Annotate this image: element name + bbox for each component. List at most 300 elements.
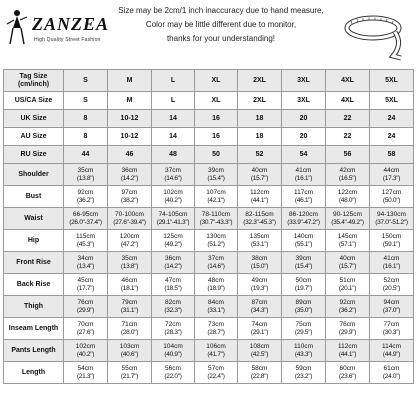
measurement-inch: (14.2") xyxy=(164,262,182,270)
measurement-cell xyxy=(152,296,195,318)
size-header-cell: 4XL xyxy=(326,70,370,92)
measurement-cell xyxy=(282,186,326,208)
table-row xyxy=(4,164,414,186)
measurement-cm: 38cm xyxy=(251,254,268,262)
measurement-cm: 112cm xyxy=(337,342,358,350)
size-value-cell: 14 xyxy=(152,128,195,146)
size-value-cell: 18 xyxy=(238,128,282,146)
measurement-cell xyxy=(64,318,108,340)
table-header-row xyxy=(4,70,414,92)
measurement-cm: 79cm xyxy=(121,298,138,306)
measurement-inch: (17.7") xyxy=(76,284,95,292)
measurement-cell xyxy=(238,274,282,296)
size-value-cell: 3XL xyxy=(282,92,326,110)
measurement-inch: (14.2") xyxy=(120,174,139,182)
measurement-cm: 44cm xyxy=(383,166,400,174)
measurement-inch: (46.1") xyxy=(294,196,313,204)
measurement-cm: 71cm xyxy=(121,320,138,328)
size-header-cell: L xyxy=(152,70,195,92)
size-value-cell: XL xyxy=(195,92,238,110)
measurement-cell xyxy=(238,186,282,208)
measurement-inch: (49.2") xyxy=(164,240,182,248)
measurement-inch: (27.6") xyxy=(76,328,95,336)
measurement-inch: (28.0") xyxy=(120,328,139,336)
measurement-cm: 112cm xyxy=(249,188,270,196)
measurement-cell xyxy=(195,164,238,186)
measurement-cell xyxy=(326,318,370,340)
measurement-cell xyxy=(238,296,282,318)
measurement-cell xyxy=(195,274,238,296)
measurement-inch: (50.0") xyxy=(382,196,401,204)
measurement-inch: (51.2") xyxy=(207,240,225,248)
measurement-cm: 90-125cm xyxy=(333,210,362,218)
measurement-cm: 84cm xyxy=(208,298,224,306)
measurement-cm: 56cm xyxy=(165,364,181,372)
row-label: Length xyxy=(4,362,64,384)
measurement-inch: (29.1") xyxy=(250,328,269,336)
measurement-cell xyxy=(108,296,152,318)
measurement-cell xyxy=(370,208,414,230)
measurement-cm: 135cm xyxy=(249,232,270,240)
size-value-cell: 5XL xyxy=(370,92,414,110)
measurement-inch: (15.7") xyxy=(250,174,269,182)
measurement-cell xyxy=(108,164,152,186)
size-value-cell: 10-12 xyxy=(108,128,152,146)
measurement-cell xyxy=(238,318,282,340)
measurement-inch: (33.9"-47.2") xyxy=(287,218,320,226)
size-value-cell: 20 xyxy=(282,128,326,146)
measurement-cm: 52cm xyxy=(383,276,400,284)
measurement-inch: (23.6") xyxy=(338,372,357,380)
measurement-inch: (53.1") xyxy=(250,240,269,248)
measurement-cm: 145cm xyxy=(337,232,358,240)
measurement-inch: (45.3") xyxy=(76,240,95,248)
measurement-inch: (18.9") xyxy=(207,284,225,292)
measurement-inch: (20.1") xyxy=(338,284,357,292)
measurement-cell xyxy=(238,340,282,362)
measurement-inch: (29.9") xyxy=(76,306,95,314)
measurement-inch: (44.1") xyxy=(338,350,357,358)
size-value-cell: L xyxy=(152,92,195,110)
measurement-cm: 86-120cm xyxy=(289,210,318,218)
measurement-cm: 76cm xyxy=(77,298,94,306)
measurement-cm: 122cm xyxy=(337,188,358,196)
measurement-inch: (36.2") xyxy=(76,196,95,204)
measuring-tape-icon xyxy=(335,4,413,62)
measurement-cm: 117cm xyxy=(293,188,314,196)
notice-line-1: Size may be 2cm/1 inch inaccuracy due to hand measure, xyxy=(118,6,324,15)
measurement-cell xyxy=(195,340,238,362)
measurement-inch: (14.6") xyxy=(207,262,225,270)
measurement-cell xyxy=(326,186,370,208)
table-row xyxy=(4,92,414,110)
row-label: Waist xyxy=(4,208,64,230)
measurement-cell xyxy=(152,230,195,252)
measurement-cm: 107cm xyxy=(206,188,226,196)
measurement-inch: (16.1") xyxy=(382,262,401,270)
measurement-cell xyxy=(326,340,370,362)
measurement-cell xyxy=(152,362,195,384)
measurement-cm: 75cm xyxy=(295,320,312,328)
measurement-inch: (37.0") xyxy=(382,306,401,314)
measurement-cm: 41cm xyxy=(383,254,400,262)
measurement-cm: 77cm xyxy=(383,320,400,328)
measurement-inch: (41.7") xyxy=(207,350,225,358)
measurement-inch: (31.1") xyxy=(120,306,139,314)
measurement-inch: (18.1") xyxy=(120,284,139,292)
measurement-cm: 120cm xyxy=(119,232,140,240)
measurement-inch: (13.8") xyxy=(120,262,139,270)
measurement-inch: (35.4"-49.2") xyxy=(331,218,364,226)
measurement-cm: 45cm xyxy=(77,276,94,284)
measurement-cell xyxy=(238,164,282,186)
measurement-cm: 66-95cm xyxy=(72,210,99,218)
brand-tagline: High Quality Street Fashion xyxy=(34,37,101,43)
measurement-cm: 54cm xyxy=(77,364,94,372)
measurement-cm: 36cm xyxy=(121,166,138,174)
measurement-cm: 37cm xyxy=(208,254,224,262)
measurement-inch: (27.6"-39.4") xyxy=(113,218,146,226)
size-value-cell: 22 xyxy=(326,128,370,146)
measurement-cm: 42cm xyxy=(339,166,356,174)
measurement-cell xyxy=(370,296,414,318)
size-value-cell: 46 xyxy=(108,146,152,164)
measurement-cell xyxy=(64,274,108,296)
measurement-cm: 110cm xyxy=(293,342,314,350)
measurement-inch: (16.1") xyxy=(294,174,313,182)
measurement-inch: (57.1") xyxy=(338,240,357,248)
measurement-cm: 74-105cm xyxy=(158,210,188,218)
measurement-inch: (22.4") xyxy=(207,372,225,380)
measurement-cell xyxy=(282,296,326,318)
measurement-cell xyxy=(195,208,238,230)
row-label: UK Size xyxy=(4,110,64,128)
size-value-cell: M xyxy=(108,92,152,110)
measurement-cm: 41cm xyxy=(295,166,312,174)
measurement-inch: (37.0"-51.2") xyxy=(375,218,408,226)
measurement-cell xyxy=(282,340,326,362)
measurement-inch: (21.3") xyxy=(76,372,95,380)
measurement-inch: (40.9") xyxy=(164,350,182,358)
table-row xyxy=(4,128,414,146)
measurement-inch: (15.7") xyxy=(338,262,357,270)
measurement-cell xyxy=(326,252,370,274)
size-value-cell: 52 xyxy=(238,146,282,164)
measurement-cm: 92cm xyxy=(77,188,94,196)
measurement-cm: 130cm xyxy=(206,232,226,240)
table-row xyxy=(4,230,414,252)
size-table xyxy=(3,69,414,384)
size-value-cell: 8 xyxy=(64,128,108,146)
measurement-cm: 47cm xyxy=(165,276,181,284)
measurement-cell xyxy=(370,164,414,186)
measurement-cell xyxy=(108,186,152,208)
measurement-cm: 60cm xyxy=(339,364,356,372)
size-header-cell: 2XL xyxy=(238,70,282,92)
measurement-cm: 87cm xyxy=(251,298,268,306)
measurement-inch: (36.2") xyxy=(338,306,357,314)
measurement-inch: (43.3") xyxy=(294,350,313,358)
row-label: US/CA Size xyxy=(4,92,64,110)
size-value-cell: 18 xyxy=(238,110,282,128)
measurement-cm: 48cm xyxy=(208,276,224,284)
row-label: Hip xyxy=(4,230,64,252)
measurement-cm: 92cm xyxy=(339,298,356,306)
size-value-cell: 4XL xyxy=(326,92,370,110)
measurement-cm: 140cm xyxy=(293,232,314,240)
measurement-inch: (40.2") xyxy=(164,196,182,204)
size-value-cell: 50 xyxy=(195,146,238,164)
measurement-cm: 46cm xyxy=(121,276,138,284)
measurement-cell xyxy=(195,362,238,384)
table-row xyxy=(4,362,414,384)
brand-logo xyxy=(4,6,112,62)
measurement-cm: 78-110cm xyxy=(201,210,231,218)
size-value-cell: 48 xyxy=(152,146,195,164)
measurement-cell xyxy=(326,164,370,186)
measurement-cell xyxy=(370,230,414,252)
measurement-cell xyxy=(370,340,414,362)
measurement-inch: (44.1") xyxy=(250,196,269,204)
measurement-inch: (23.2") xyxy=(294,372,313,380)
measurement-inch: (15.4") xyxy=(207,174,225,182)
table-row xyxy=(4,252,414,274)
measurement-cm: 94-130cm xyxy=(377,210,406,218)
measurement-cm: 59cm xyxy=(295,364,312,372)
measurement-inch: (28.3") xyxy=(164,328,182,336)
measurement-cell xyxy=(64,362,108,384)
measurement-inch: (29.5") xyxy=(294,328,313,336)
measurement-cell xyxy=(152,186,195,208)
size-header-cell: XL xyxy=(195,70,238,92)
measurement-inch: (22.8") xyxy=(250,372,269,380)
table-row xyxy=(4,318,414,340)
measurement-cell xyxy=(64,208,108,230)
measurement-cm: 102cm xyxy=(75,342,96,350)
header xyxy=(0,0,416,64)
table-row xyxy=(4,208,414,230)
measurement-cm: 127cm xyxy=(381,188,402,196)
measurement-inch: (15.0") xyxy=(250,262,269,270)
measurement-cell xyxy=(195,230,238,252)
measurement-cell xyxy=(238,208,282,230)
measurement-inch: (44.9") xyxy=(382,350,401,358)
size-value-cell: 54 xyxy=(282,146,326,164)
measurement-cm: 102cm xyxy=(163,188,183,196)
size-header-cell: M xyxy=(108,70,152,92)
measurement-cell xyxy=(238,230,282,252)
measurement-cm: 104cm xyxy=(163,342,183,350)
measurement-cm: 94cm xyxy=(383,298,400,306)
measurement-inch: (34.3") xyxy=(250,306,269,314)
row-label: AU Size xyxy=(4,128,64,146)
measurement-cell xyxy=(370,186,414,208)
measurement-inch: (47.2") xyxy=(120,240,139,248)
measurement-inch: (40.2") xyxy=(76,350,95,358)
measurement-cm: 51cm xyxy=(339,276,356,284)
measurement-inch: (55.1") xyxy=(294,240,313,248)
size-value-cell: 8 xyxy=(64,110,108,128)
size-value-cell: 22 xyxy=(326,110,370,128)
row-label: RU Size xyxy=(4,146,64,164)
measurement-cell xyxy=(195,296,238,318)
size-value-cell: 24 xyxy=(370,110,414,128)
measurement-inch: (21.7") xyxy=(120,372,139,380)
size-header-cell: S xyxy=(64,70,108,92)
measurement-cell xyxy=(326,362,370,384)
measurement-cm: 36cm xyxy=(165,254,181,262)
measurement-cm: 114cm xyxy=(381,342,402,350)
measurement-inch: (19.7") xyxy=(294,284,313,292)
measurement-cell xyxy=(152,340,195,362)
measurement-cell xyxy=(64,296,108,318)
measurement-inch: (38.2") xyxy=(120,196,139,204)
measurement-inch: (48.0") xyxy=(338,196,357,204)
measurement-cm: 40cm xyxy=(251,166,268,174)
size-header-cell: 3XL xyxy=(282,70,326,92)
measurement-cell xyxy=(238,252,282,274)
measurement-inch: (30.7"-43.3") xyxy=(199,218,233,226)
measurement-cell xyxy=(108,230,152,252)
measurement-cell xyxy=(282,164,326,186)
measurement-cell xyxy=(108,208,152,230)
measurement-cm: 37cm xyxy=(165,166,181,174)
measurement-cell xyxy=(64,340,108,362)
size-value-cell: 44 xyxy=(64,146,108,164)
row-label: Bust xyxy=(4,186,64,208)
measurement-cm: 82-115cm xyxy=(245,210,274,218)
measurement-inch: (42.5") xyxy=(250,350,269,358)
measurement-cm: 61cm xyxy=(383,364,400,372)
size-value-cell: 58 xyxy=(370,146,414,164)
measurement-cell xyxy=(195,318,238,340)
measurement-cm: 89cm xyxy=(295,298,312,306)
measurement-cm: 70cm xyxy=(77,320,94,328)
measurement-inch: (29.1"-41.3") xyxy=(156,218,190,226)
measurement-cell xyxy=(152,252,195,274)
row-label: Pants Length xyxy=(4,340,64,362)
row-label: Front Rise xyxy=(4,252,64,274)
measurement-cell xyxy=(64,186,108,208)
measurement-cell xyxy=(152,318,195,340)
measurement-cell xyxy=(326,274,370,296)
size-value-cell: S xyxy=(64,92,108,110)
measurement-cell xyxy=(370,252,414,274)
measurement-inch: (17.3") xyxy=(382,174,401,182)
size-value-cell: 24 xyxy=(370,128,414,146)
measurement-inch: (28.7") xyxy=(207,328,225,336)
measurement-inch: (13.4") xyxy=(76,262,95,270)
measurement-cell xyxy=(108,274,152,296)
measurement-cell xyxy=(195,186,238,208)
measurement-cm: 97cm xyxy=(121,188,138,196)
measurement-cell xyxy=(195,252,238,274)
measurement-cm: 39cm xyxy=(295,254,312,262)
measurement-cm: 150cm xyxy=(381,232,402,240)
measurement-cell xyxy=(108,252,152,274)
notice-line-3: thanks for your understanding! xyxy=(166,34,276,43)
measurement-cell xyxy=(282,274,326,296)
size-value-cell: 14 xyxy=(152,110,195,128)
measurement-inch: (13.8") xyxy=(76,174,95,182)
header-label-cell: Tag Size (cm/inch) xyxy=(4,70,64,92)
table-row xyxy=(4,340,414,362)
measurement-inch: (18.5") xyxy=(164,284,182,292)
row-label: Thigh xyxy=(4,296,64,318)
table-row xyxy=(4,274,414,296)
measurement-cell xyxy=(370,362,414,384)
measurement-cm: 39cm xyxy=(208,166,224,174)
measurement-inch: (26.0"-37.4") xyxy=(69,218,102,226)
measurement-inch: (15.4") xyxy=(294,262,313,270)
measurement-cm: 108cm xyxy=(249,342,270,350)
measurement-notice xyxy=(110,4,332,46)
measurement-cm: 125cm xyxy=(163,232,183,240)
measurement-inch: (19.3") xyxy=(250,284,269,292)
measurement-cell xyxy=(152,208,195,230)
measurement-cm: 35cm xyxy=(121,254,138,262)
measurement-cell xyxy=(282,230,326,252)
measurement-cell xyxy=(370,318,414,340)
measurement-cm: 73cm xyxy=(208,320,224,328)
table-row xyxy=(4,186,414,208)
measurement-cell xyxy=(370,274,414,296)
fashion-figure-icon xyxy=(4,8,30,48)
measurement-cm: 49cm xyxy=(251,276,268,284)
measurement-cell xyxy=(108,340,152,362)
measurement-inch: (24.0") xyxy=(382,372,401,380)
measurement-inch: (30.3") xyxy=(382,328,401,336)
measurement-inch: (14.6") xyxy=(164,174,182,182)
table-row xyxy=(4,110,414,128)
measurement-inch: (29.9") xyxy=(338,328,357,336)
measurement-cell xyxy=(282,362,326,384)
measurement-cm: 103cm xyxy=(119,342,140,350)
measurement-cm: 35cm xyxy=(77,166,94,174)
measurement-cm: 58cm xyxy=(251,364,268,372)
brand-name: ZANZEA xyxy=(32,14,110,34)
measurement-inch: (16.5") xyxy=(338,174,357,182)
measurement-cell xyxy=(152,274,195,296)
measurement-cm: 34cm xyxy=(77,254,94,262)
measurement-cell xyxy=(326,230,370,252)
measurement-cell xyxy=(282,318,326,340)
table-row xyxy=(4,296,414,318)
measurement-cell xyxy=(152,164,195,186)
measurement-cell xyxy=(282,208,326,230)
measurement-inch: (59.1") xyxy=(382,240,401,248)
measurement-inch: (32.3"-45.3") xyxy=(243,218,276,226)
measurement-inch: (35.0") xyxy=(294,306,313,314)
measurement-cm: 57cm xyxy=(208,364,224,372)
measurement-cm: 106cm xyxy=(206,342,226,350)
measurement-cm: 70-100cm xyxy=(115,210,144,218)
measurement-cm: 74cm xyxy=(251,320,268,328)
measurement-cm: 50cm xyxy=(295,276,312,284)
measurement-cm: 72cm xyxy=(165,320,181,328)
size-value-cell: 16 xyxy=(195,110,238,128)
size-header-cell: 5XL xyxy=(370,70,414,92)
measurement-inch: (32.3") xyxy=(164,306,182,314)
measurement-cell xyxy=(64,252,108,274)
measurement-cell xyxy=(326,208,370,230)
size-value-cell: 16 xyxy=(195,128,238,146)
measurement-cm: 76cm xyxy=(339,320,356,328)
measurement-cell xyxy=(64,164,108,186)
measurement-inch: (40.6") xyxy=(120,350,139,358)
measurement-cm: 55cm xyxy=(121,364,138,372)
measurement-inch: (33.1") xyxy=(207,306,225,314)
